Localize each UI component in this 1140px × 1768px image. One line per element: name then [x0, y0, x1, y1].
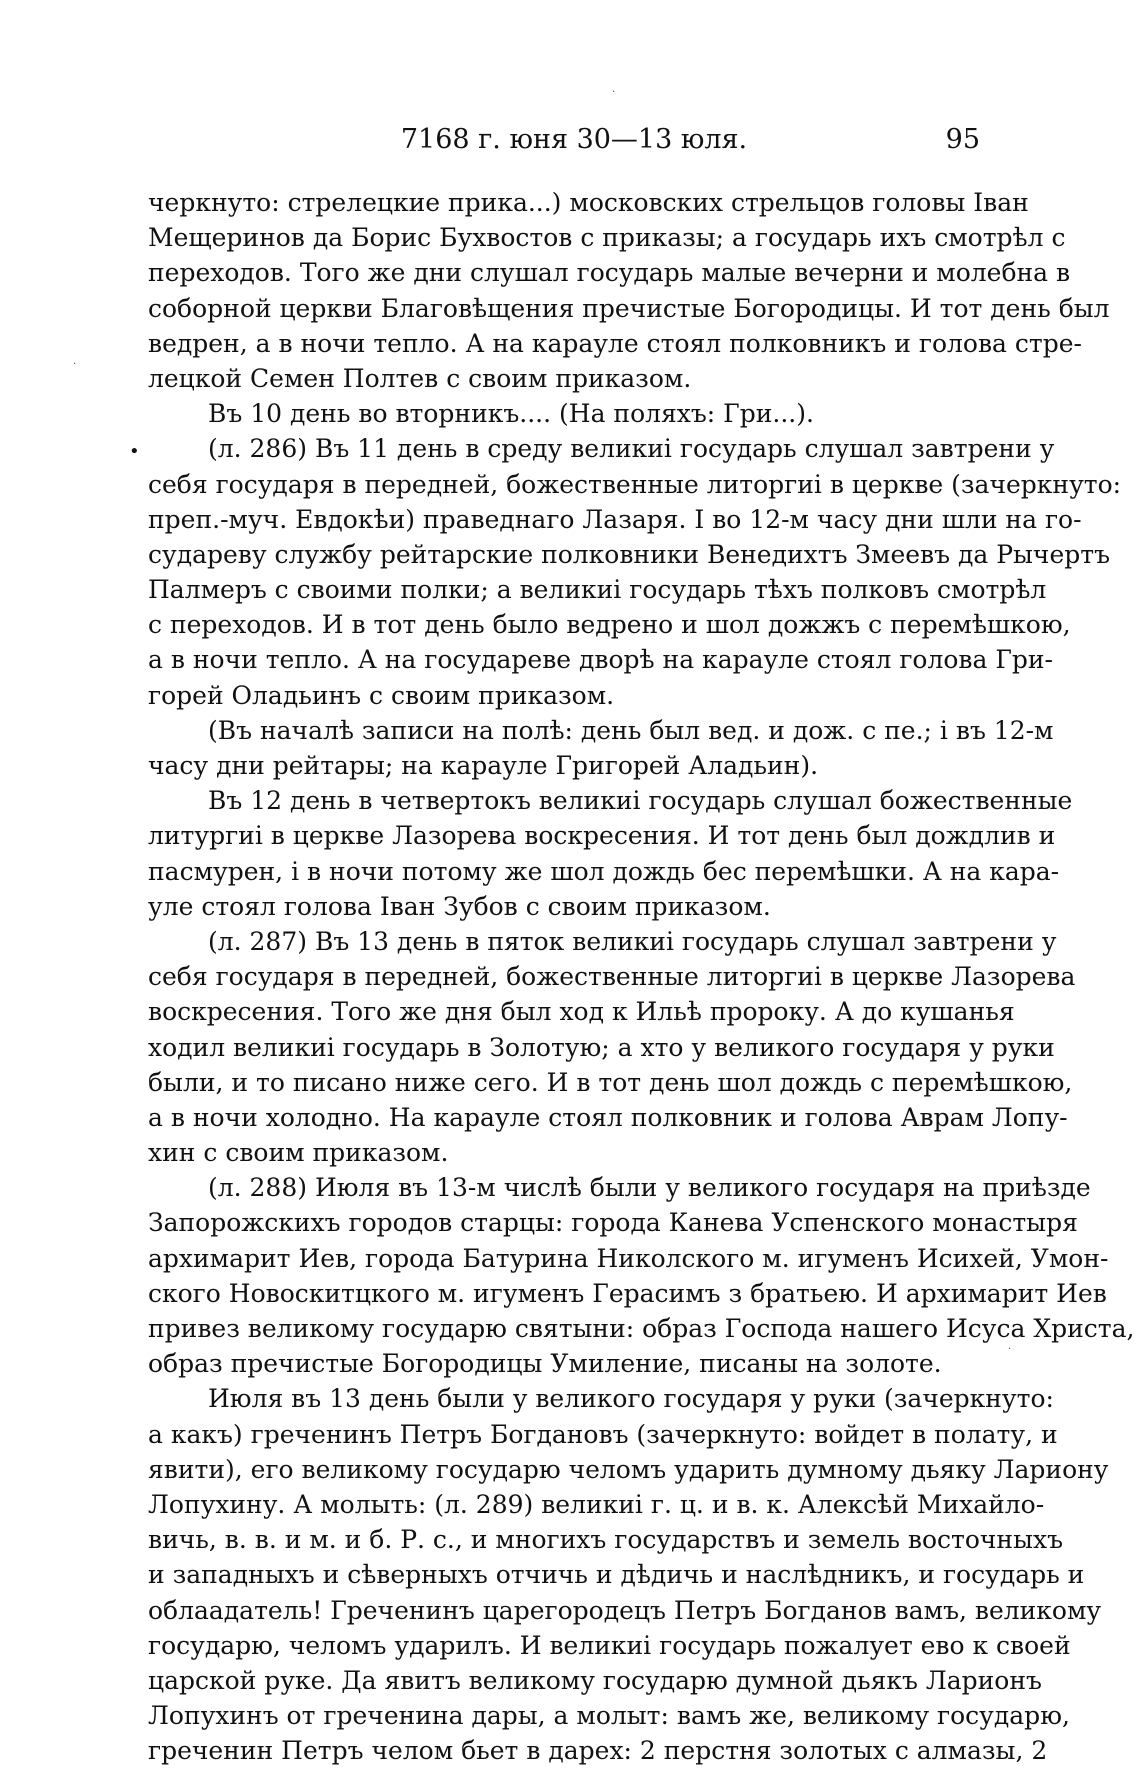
text-line: воскресения. Того же дня был ход к Ильѣ пророку. А до кушанья [148, 997, 1015, 1027]
text-line: вичь, в. в. и м. и б. Р. с., и многихъ государствъ и земель восточныхъ [148, 1525, 1063, 1555]
text-line: были, и то писано ниже сего. И в тот день шол дождь с перемѣшкою, [148, 1067, 1073, 1097]
text-line: с переходов. И в тот день было ведрено и шол дожжъ с перемѣшкою, [148, 610, 1071, 640]
text-line: Запорожскихъ городов старцы: города Канева Успенского монастыря [148, 1208, 1078, 1238]
text-line: горей Оладьинъ с своим приказом. [148, 680, 615, 710]
running-head [148, 120, 1000, 160]
text-line: образ пречистые Богородицы Умиление, писаны на золоте. [148, 1349, 942, 1379]
running-title: 7168 г. юня 30—13 юля. [400, 124, 748, 155]
text-line: уле стоял голова Іван Зубов с своим приказом. [148, 891, 771, 921]
print-speck: · [73, 359, 77, 370]
text-line: а в ночи холодно. На карауле стоял полковник и голова Аврам Лопу- [148, 1102, 1068, 1132]
text-line: а в ночи тепло. А на государеве дворѣ на карауле стоял голова Гри- [148, 645, 1053, 675]
text-line: а какъ) греченинъ Петръ Богдановъ (зачеркнуто: войдет в полату, и [148, 1419, 1058, 1449]
text-line: лецкой Семен Полтев с своим приказом. [148, 363, 692, 393]
print-speck: · [612, 87, 616, 98]
text-line: царской руке. Да явитъ великому государю думной дьякъ Ларионъ [148, 1665, 1042, 1695]
text-line: явити), его великому государю челомъ ударить думному дьяку Лариону [148, 1454, 1109, 1484]
text-line: и западныхъ и сѣверныхъ отчичь и дѣдичь и наслѣдникъ, и государь и [148, 1560, 1085, 1590]
text-line: Июля въ 13 день были у великого государя у руки (зачеркнуто: [208, 1384, 1054, 1414]
text-line: (Въ началѣ записи на полѣ: день был вед. и дож. с пе.; і въ 12-м [208, 715, 1054, 745]
text-line: привез великому государю святыни: образ Господа нашего Исуса Христа, [148, 1314, 1135, 1343]
text-line: Въ 10 день во вторникъ.... (На поляхъ: Гри...). [208, 399, 814, 429]
margin-bullet-mark: • [129, 441, 140, 462]
text-line: (л. 287) Въ 13 день в пяток великиі государь слушал завтрени у [208, 926, 1057, 956]
text-line: облаадатель! Греченинъ царегородецъ Петръ Богданов вамъ, великому [148, 1595, 1102, 1625]
text-line: преп.-муч. Евдокѣи) праведнаго Лазаря. І во 12-м часу дни шли на го- [148, 504, 1082, 534]
text-line: себя государя в передней, божественные литоргиі в церкве Лазорева [148, 962, 1076, 992]
text-line: Палмеръ с своими полки; а великиі государь тѣхъ полковъ смотрѣл [148, 575, 1047, 605]
text-line: судареву службу рейтарские полковники Венедихтъ Змеевъ да Рычертъ [148, 539, 1110, 569]
text-line: себя государя в передней, божественные литоргиі в церкве (зачеркнуто: [148, 469, 1122, 499]
text-line: Лопухинъ от греченина дары, а молыт: вамъ же, великому государю, [148, 1701, 1070, 1731]
text-line: переходов. Того же дни слушал государь малые вечерни и молебна в [148, 258, 1071, 288]
text-line: ведрен, а в ночи тепло. А на карауле стоял полковникъ и голова стре- [148, 328, 1082, 358]
text-line: ходил великиі государь в Золотую; а хто у великого государя у руки [148, 1032, 1055, 1062]
text-line: ского Новоскитцкого м. игуменъ Герасимъ з братьею. И архимарит Иев [148, 1278, 1107, 1308]
text-line: архимарит Иев, города Батурина Николского м. игуменъ Исихей, Умон- [148, 1243, 1109, 1273]
text-line: литургиі в церкве Лазорева воскресения. И тот день был дождлив и [148, 821, 1056, 851]
text-line: черкнуто: стрелецкие прика...) московских стрельцов головы Іван [148, 188, 1029, 217]
text-line: греченин Петръ челом бьет в дарех: 2 перстня золотых с алмазы, 2 [148, 1736, 1048, 1766]
text-line: хин с своим приказом. [148, 1138, 449, 1168]
page-number: 95 [945, 124, 980, 155]
text-line: Мещеринов да Борис Бухвостов с приказы; а государь ихъ смотрѣл с [148, 223, 1066, 253]
text-line: Въ 12 день в четвертокъ великиі государь слушал божественные [208, 786, 1073, 816]
text-line: пасмурен, і в ночи потому же шол дождь бес перемѣшки. А на кара- [148, 856, 1060, 886]
text-line: Лопухину. А молыть: (л. 289) великиі г. ц. и в. к. Алексѣй Михайло- [148, 1489, 1045, 1519]
text-line: часу дни рейтары; на карауле Григорей Аладьин). [148, 751, 819, 780]
text-line: (л. 288) Июля въ 13-м числѣ были у великого государя на приѣзде [208, 1173, 1091, 1203]
text-body [148, 185, 1135, 1768]
text-line: соборной церкви Благовѣщения пречистые Богородицы. И тот день был [148, 293, 1110, 323]
text-line: государю, челомъ ударилъ. И великиі государь пожалует ево к своей [148, 1630, 1071, 1660]
print-speck: · [1008, 1344, 1012, 1355]
text-line: (л. 286) Въ 11 день в среду великиі государь слушал завтрени у [208, 434, 1055, 464]
